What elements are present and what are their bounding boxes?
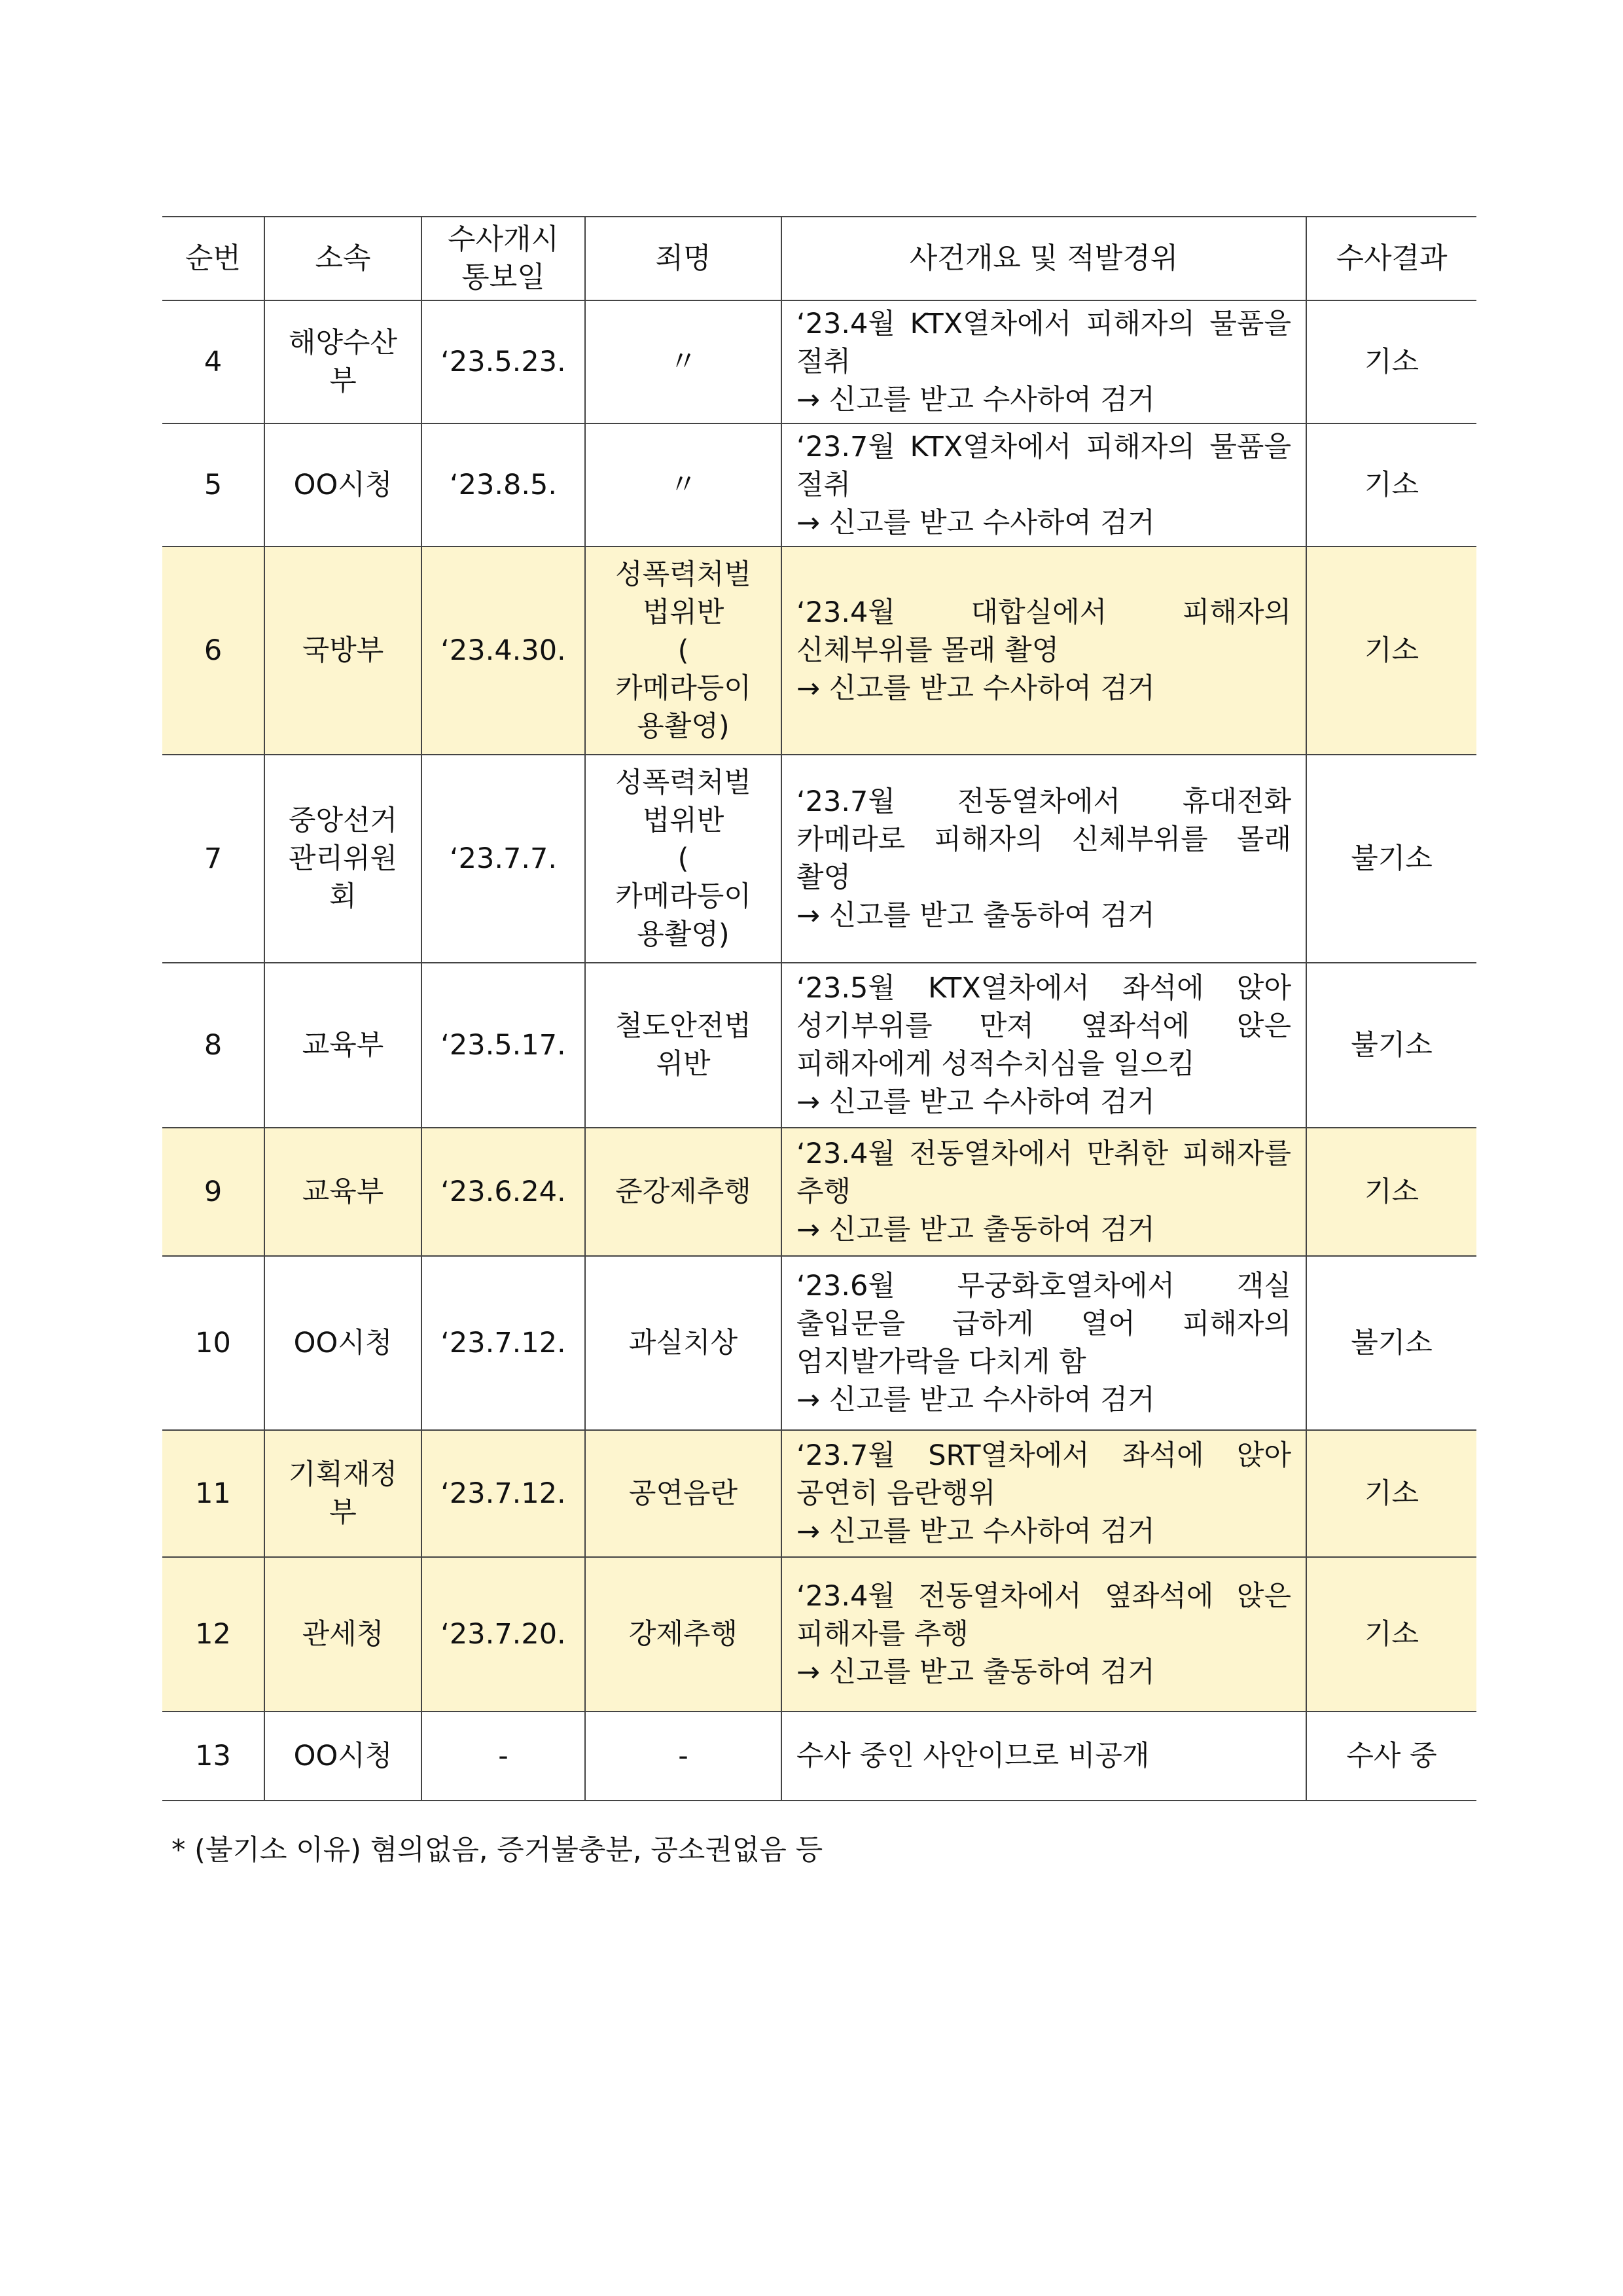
cell-crime [585,1712,781,1801]
summary-line: ‘23.7월 KTX열차에서 피해자의 물품을 절취 [796,431,1291,501]
cell-summary [781,1557,1306,1712]
header-date-line1: 수사개시 [447,223,559,256]
summary-line: 수사 중인 사안이므로 비공개 [796,1740,1150,1772]
crime-line: 과실치상 [628,1327,738,1359]
header-summary: 사건개요 및 적발경위 [781,217,1306,300]
org-line: 중앙선거 [288,804,398,837]
cell-summary [781,1712,1306,1801]
summary-line: → 신고를 받고 수사하여 검거 [796,1384,1155,1416]
table-row [162,755,1476,963]
table-row [162,300,1476,423]
cell-org [264,1128,421,1256]
crime-line: 카메라등이 [615,672,751,705]
cell-summary [781,963,1306,1128]
cell-org [264,755,421,963]
table-row [162,1430,1476,1557]
cell-summary [781,1256,1306,1430]
cell-result: 불기소 [1306,963,1476,1128]
cell-result: 불기소 [1306,755,1476,963]
cell-no: 11 [162,1430,264,1557]
cell-org [264,1557,421,1712]
cell-summary [781,547,1306,755]
cell-result: 기소 [1306,1430,1476,1557]
crime-line: 준강제추행 [615,1175,751,1208]
crime-line: 공연음란 [628,1477,738,1510]
cell-crime [585,755,781,963]
table-row [162,547,1476,755]
cell-date: ‘23.5.17. [421,963,585,1128]
org-line: 해양수산 [288,327,398,359]
cell-no: 5 [162,423,264,547]
header-no: 순번 [162,217,264,300]
header-result: 수사결과 [1306,217,1476,300]
summary-line: ‘23.4월 전동열차에서 만취한 피해자를 추행 [796,1138,1291,1208]
cell-result: 수사 중 [1306,1712,1476,1801]
cell-result: 기소 [1306,300,1476,423]
crime-line: 성폭력처벌 [615,766,751,799]
cell-date: - [421,1712,585,1801]
cell-crime [585,1128,781,1256]
table-row [162,963,1476,1128]
table-row [162,1557,1476,1712]
cell-no: 10 [162,1256,264,1430]
org-line: 관리위원 [288,842,398,875]
cell-org [264,1430,421,1557]
cell-date: ‘23.5.23. [421,300,585,423]
footnote: * (불기소 이유) 혐의없음, 증거불충분, 공소권없음 등 [171,1834,823,1867]
header-org: 소속 [264,217,421,300]
summary-line: → 신고를 받고 수사하여 검거 [796,672,1155,705]
org-line: 부 [329,1496,357,1529]
summary-line: ‘23.7월 전동열차에서 휴대전화 카메라로 피해자의 신체부위를 몰래 촬영 [796,785,1291,894]
crime-line: 철도안전법 [615,1010,751,1043]
cell-org [264,963,421,1128]
summary-line: ‘23.6월 무궁화호열차에서 객실 출입문을 급하게 열어 피해자의 엄지발가락을 다치게 함 [796,1270,1291,1378]
cell-date: ‘23.8.5. [421,423,585,547]
org-line: OO시청 [293,469,393,501]
summary-line: ‘23.4월 전동열차에서 옆좌석에 앉은 피해자를 추행 [796,1580,1291,1651]
crime-line: 강제추행 [628,1618,738,1651]
cell-date: ‘23.7.12. [421,1430,585,1557]
cell-org [264,423,421,547]
org-line: OO시청 [293,1327,393,1359]
org-line: 교육부 [302,1029,384,1062]
cell-result: 기소 [1306,1128,1476,1256]
header-date-line2: 통보일 [461,260,545,294]
header-crime: 죄명 [585,217,781,300]
org-line: 회 [329,880,357,913]
case-table-header [162,217,1476,300]
crime-line: 용촬영) [637,918,730,951]
cell-crime [585,423,781,547]
crime-line: 위반 [656,1048,711,1081]
header-date [421,217,585,300]
table-row [162,1128,1476,1256]
cell-date: ‘23.7.20. [421,1557,585,1712]
cell-crime [585,547,781,755]
crime-line: - [678,1740,688,1772]
cell-result: 기소 [1306,1557,1476,1712]
summary-line: ‘23.4월 KTX열차에서 피해자의 물품을 절취 [796,308,1291,378]
summary-line: → 신고를 받고 수사하여 검거 [796,507,1155,539]
cell-org [264,547,421,755]
cell-no: 4 [162,300,264,423]
cell-crime [585,300,781,423]
cell-date: ‘23.4.30. [421,547,585,755]
cell-crime [585,1430,781,1557]
summary-line: ‘23.4월 대합실에서 피해자의 신체부위를 몰래 촬영 [796,596,1291,667]
org-line: 교육부 [302,1175,384,1208]
crime-line: ( [677,634,689,667]
cell-no: 7 [162,755,264,963]
cell-date: ‘23.7.7. [421,755,585,963]
cell-crime [585,1557,781,1712]
org-line: OO시청 [293,1740,393,1772]
crime-line: 법위반 [642,804,724,837]
cell-no: 9 [162,1128,264,1256]
case-table-body [162,300,1476,1801]
summary-line: ‘23.5월 KTX열차에서 좌석에 앉아 성기부위를 만져 옆좌석에 앉은 피해자에게 성적수치심을 일으킴 [796,972,1291,1081]
cell-date: ‘23.7.12. [421,1256,585,1430]
cell-org [264,1712,421,1801]
cell-crime [585,963,781,1128]
cell-no: 6 [162,547,264,755]
org-line: 관세청 [302,1618,384,1651]
org-line: 부 [329,365,357,397]
cell-summary [781,755,1306,963]
table-row [162,1256,1476,1430]
cell-org [264,1256,421,1430]
summary-line: ‘23.7월 SRT열차에서 좌석에 앉아 공연히 음란행위 [796,1439,1291,1510]
summary-line: → 신고를 받고 출동하여 검거 [796,1213,1155,1246]
table-row [162,1712,1476,1801]
summary-line: → 신고를 받고 수사하여 검거 [796,1086,1155,1119]
cell-summary [781,300,1306,423]
cell-no: 8 [162,963,264,1128]
crime-line: 〃 [669,346,698,378]
summary-line: → 신고를 받고 수사하여 검거 [796,384,1155,416]
summary-line: → 신고를 받고 출동하여 검거 [796,1656,1155,1689]
cell-summary [781,1128,1306,1256]
cell-crime [585,1256,781,1430]
header-row [162,217,1476,300]
case-table [162,216,1476,1801]
crime-line: 카메라등이 [615,880,751,913]
cell-result: 기소 [1306,423,1476,547]
org-line: 국방부 [302,634,384,667]
cell-no: 12 [162,1557,264,1712]
cell-date: ‘23.6.24. [421,1128,585,1256]
summary-line: → 신고를 받고 출동하여 검거 [796,899,1155,932]
crime-line: ( [677,842,689,875]
crime-line: 성폭력처벌 [615,558,751,591]
cell-result: 기소 [1306,547,1476,755]
cell-org [264,300,421,423]
cell-summary [781,423,1306,547]
table-row [162,423,1476,547]
crime-line: 법위반 [642,596,724,629]
crime-line: 용촬영) [637,710,730,743]
cell-summary [781,1430,1306,1557]
cell-result: 불기소 [1306,1256,1476,1430]
cell-no: 13 [162,1712,264,1801]
summary-line: → 신고를 받고 수사하여 검거 [796,1515,1155,1548]
org-line: 기획재정 [288,1458,398,1491]
crime-line: 〃 [669,469,698,501]
